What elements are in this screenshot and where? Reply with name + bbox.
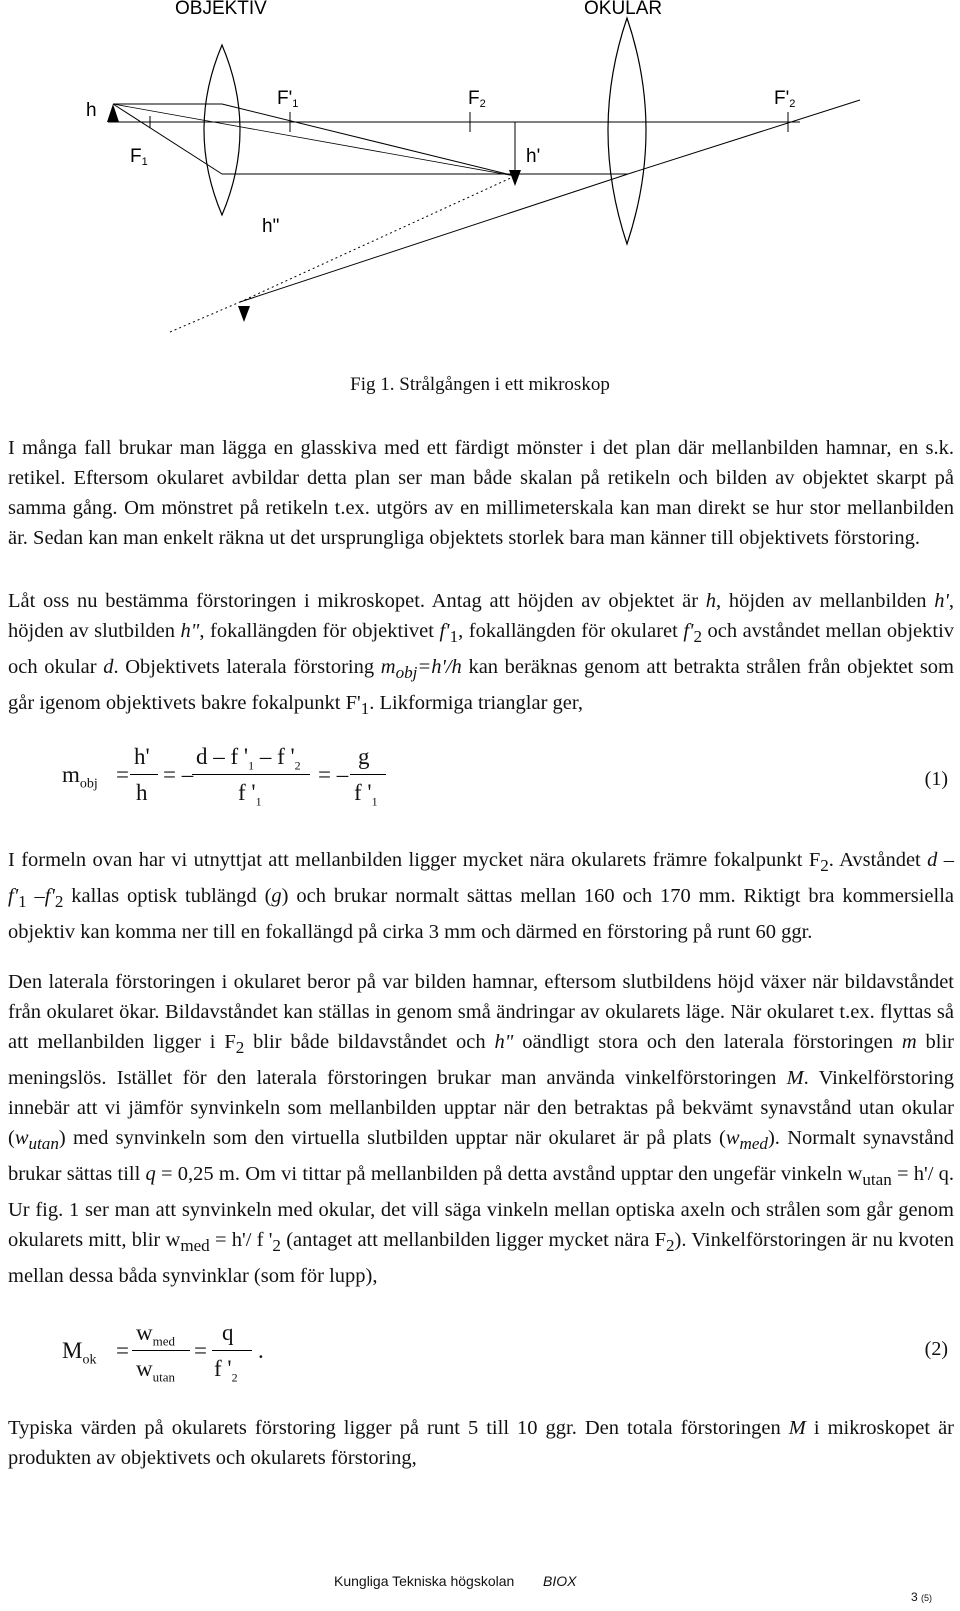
objektiv-label: OBJEKTIV	[175, 0, 267, 19]
paragraph-tublangd: I formeln ovan har vi utnyttjat att mellanbilden ligger mycket nära okularets främre fokalpunkt $F_2$. Avståndet d – $f'_1$ $-f'_2$ kallas optisk tublängd (g) och brukar normalt sättas mellan 160 och 170 mm. Riktigt bra kommersiella objektiv kan komma ner till en fokallängd på cirka 3 mm och därmed en förstoring på runt 60 ggr.	[8, 849, 955, 944]
footer-institution: Kungliga Tekniska högskolan	[334, 1573, 515, 1589]
ray-diagram	[0, 0, 960, 370]
f2-prime-label: $F'_2$	[774, 88, 796, 110]
h-prime-label: h'	[526, 146, 541, 167]
paragraph-total-forstoring: Typiska värden på okularets förstoring ligger på runt 5 till 10 ggr. Den totala förstoringen M i mikroskopet är produkten av objektivets och okularets förstoring,	[8, 1417, 955, 1469]
ocular-lens	[608, 18, 646, 244]
okular-label: OKULAR	[584, 0, 663, 19]
final-image-arrow	[238, 306, 250, 322]
paragraph-retikel: I många fall brukar man lägga en glasskiva med ett färdigt mönster i det plan där mellanbilden hamnar, en s.k. retikel. Eftersom okularet avbildar detta plan ser man både skalan på retikeln och bilden av objektet skarpt på samma gång. Om mönstret på retikeln t.ex. utgörs av en millimeterskala kan man direkt se hur stor mellanbilden är. Sedan kan man enkelt räkna ut det ursprungliga objektets storlek bara man känner till objektivets förstoring.	[8, 437, 954, 549]
paragraph-forstoring: Låt oss nu bestämma förstoringen i mikroskopet. Antag att höjden av objektet är h, höjden av mellanbilden h', höjden av slutbilden h", fokallängden för objektivet $f'_1$, fokallängden för okularet $f'_2$ och avståndet mellan objektiv och okular d. Objektivets laterala förstoring $m_{obj}=h'/h$ kan beräknas genom att betrakta strålen från objektet som går igenom objektivets bakre fokalpunkt $F'_1$. Likformiga trianglar ger,	[8, 590, 955, 719]
equation-1-number: (1)	[924, 768, 948, 790]
h-label: h	[86, 100, 97, 121]
f1-prime-label: $F'_1$	[277, 88, 299, 110]
equation-2-number: (2)	[924, 1338, 948, 1360]
paragraph-vinkelforstoring: Den laterala förstoringen i okularet beror på var bilden hamnar, eftersom slutbildens höjd växer när bildavståndet från okularet ökar. Bildavståndet kan ställas in genom små ändringar av okularets läge. När okularet t.ex. flyttas så att mellanbilden ligger i $F_2$ blir både bildavståndet och h" oändligt stora och den laterala förstoringen m blir meningslös. Istället för den laterala förstoringen brukar man använda vinkelförstoringen M. Vinkelförstoring innebär att vi jämför synvinkeln som mellanbilden upptar när den betraktas på bekvämt synavstånd utan okular $(w_{utan})$ med synvinkeln som den virtuella slutbilden upptar när okularet är på plats $(w_{med})$. Normalt synavstånd brukar sättas till q = 0,25 m. Om vi tittar på mellanbilden på detta avstånd upptar den ungefär vinkeln $w_{utan} = h'/$ q. Ur fig. 1 ser man att synvinkeln med okular, det vill säga vinkeln mellan optiska axeln och strålen som går genom okularets mitt, blir $w_{med} = h'/$ f '$_2$ (antaget att mellanbilden ligger mycket nära $F_2$). Vinkelförstoringen är nu kvoten mellan dessa båda synvinklar (som för lupp),	[8, 971, 955, 1288]
f1-label: $F_1$	[130, 146, 148, 168]
footer-course: BIOX	[543, 1573, 577, 1589]
objective-lens	[204, 45, 240, 215]
h-double-prime-label: h"	[262, 216, 280, 237]
f2-label: $F_2$	[468, 88, 486, 110]
intermediate-image-arrow	[509, 170, 521, 186]
figure-caption: Fig 1. Strålgången i ett mikroskop	[350, 374, 610, 395]
page-number: 3 (5)	[910, 1590, 932, 1604]
